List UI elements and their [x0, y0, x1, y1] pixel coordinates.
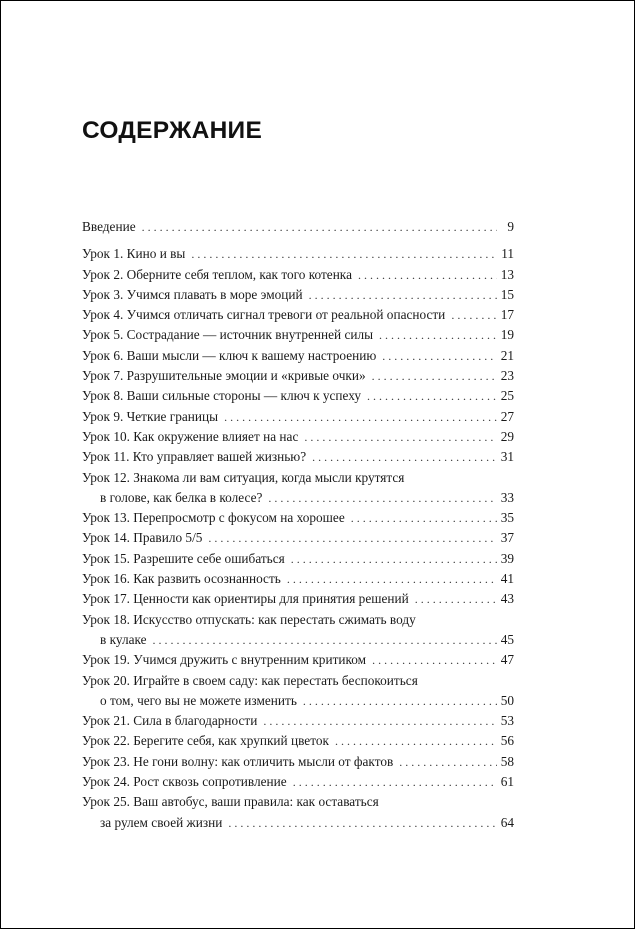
toc-entry — [82, 386, 514, 406]
toc-entry-line — [82, 711, 514, 731]
toc-entry-title: Урок 25. Ваш автобус, ваши правила: как оставаться — [82, 794, 379, 810]
toc-entry — [82, 407, 514, 427]
toc-entry — [82, 508, 514, 528]
toc-entry-title: в кулаке — [100, 631, 147, 647]
dot-leader — [142, 217, 497, 237]
toc-page-number: 25 — [500, 388, 514, 404]
toc-entry-line — [82, 671, 514, 691]
toc-entry — [82, 731, 514, 751]
dot-leader — [208, 528, 497, 548]
toc-entry-line — [82, 244, 514, 264]
toc-entry — [82, 265, 514, 285]
toc-entry — [82, 772, 514, 792]
toc-entry — [82, 427, 514, 447]
toc-entry-title: Урок 17. Ценности как ориентиры для принятия решений — [82, 591, 409, 607]
toc-entry — [82, 285, 514, 305]
toc-page-number: 19 — [500, 327, 514, 343]
toc-entry-line — [82, 792, 514, 812]
toc-entry-line — [82, 386, 514, 406]
toc-entry — [82, 447, 514, 467]
dot-leader — [382, 346, 497, 366]
toc-entry-line — [82, 610, 514, 630]
toc-page-number: 56 — [500, 733, 514, 749]
toc-page-number: 33 — [500, 489, 514, 505]
toc-page-number: 13 — [500, 266, 514, 282]
toc-entry-line — [82, 468, 514, 488]
toc-page-number: 45 — [500, 631, 514, 647]
toc-entry-title: в голове, как белка в колесе? — [100, 489, 263, 505]
toc-entry-title: Урок 24. Рост сквозь сопротивление — [82, 774, 287, 790]
toc-entry-line — [82, 285, 514, 305]
dot-leader — [451, 305, 497, 325]
dot-leader — [268, 488, 497, 508]
dot-leader — [304, 427, 497, 447]
toc-page-number: 47 — [500, 652, 514, 668]
toc-page-number: 9 — [507, 219, 514, 234]
toc-entry-title: о том, чего вы не можете изменить — [100, 692, 297, 708]
toc-entry-title: Урок 22. Берегите себя, как хрупкий цветок — [82, 733, 329, 749]
toc-entry-title: за рулем своей жизни — [100, 814, 223, 830]
toc-page-number: 39 — [500, 550, 514, 566]
toc-entry-line — [82, 305, 514, 325]
toc-entry — [82, 244, 514, 264]
toc-page-number: 35 — [500, 510, 514, 526]
toc-entry-line — [82, 508, 514, 528]
table-of-contents — [82, 217, 514, 833]
toc-entry-line — [82, 346, 514, 366]
dot-leader — [191, 244, 497, 264]
toc-entry-title: Урок 2. Оберните себя теплом, как того котенка — [82, 266, 352, 282]
dot-leader — [335, 731, 497, 751]
toc-entry — [82, 650, 514, 670]
toc-entry-line — [82, 427, 514, 447]
toc-page-number: 53 — [500, 713, 514, 729]
toc-entry — [82, 711, 514, 731]
dot-leader — [309, 285, 497, 305]
toc-page-number: 50 — [500, 692, 514, 708]
toc-entry-line — [82, 731, 514, 751]
toc-entry-title: Урок 6. Ваши мысли — ключ к вашему настроению — [82, 347, 377, 363]
toc-entry-line — [82, 407, 514, 427]
toc-entry-title: Урок 4. Учимся отличать сигнал тревоги от реальной опасности — [82, 307, 446, 323]
page-title: СОДЕРЖАНИЕ — [82, 117, 263, 144]
toc-entry — [82, 346, 514, 366]
toc-entry-line — [82, 366, 514, 386]
toc-page-number: 58 — [500, 753, 514, 769]
toc-page-number: 15 — [500, 286, 514, 302]
toc-page-number: 43 — [500, 591, 514, 607]
toc-entry-line — [82, 630, 514, 650]
toc-entry — [82, 610, 514, 651]
toc-entry-line — [82, 752, 514, 772]
toc-entry — [82, 589, 514, 609]
toc-entry-line — [82, 772, 514, 792]
toc-page-number: 27 — [500, 408, 514, 424]
dot-leader — [372, 366, 497, 386]
dot-leader — [358, 265, 497, 285]
dot-leader — [351, 508, 497, 528]
toc-entry — [82, 671, 514, 712]
toc-page-number: 29 — [500, 428, 514, 444]
toc-entry-line — [82, 447, 514, 467]
toc-entry-title: Урок 19. Учимся дружить с внутренним критиком — [82, 652, 367, 668]
dot-leader — [293, 772, 497, 792]
dot-leader — [415, 589, 497, 609]
toc-entry-title: Урок 14. Правило 5/5 — [82, 530, 203, 546]
dot-leader — [228, 813, 497, 833]
toc-entry — [82, 752, 514, 772]
dot-leader — [399, 752, 497, 772]
toc-entry — [82, 528, 514, 548]
toc-entry-line — [82, 528, 514, 548]
toc-entry — [82, 569, 514, 589]
toc-entry-line — [82, 265, 514, 285]
dot-leader — [291, 549, 497, 569]
toc-entry — [82, 325, 514, 345]
toc-page-number: 41 — [500, 571, 514, 587]
dot-leader — [153, 630, 497, 650]
toc-page-number: 11 — [501, 246, 514, 262]
toc-entry-title: Урок 23. Не гони волну: как отличить мысли от фактов — [82, 753, 394, 769]
toc-entry-line — [82, 569, 514, 589]
toc-entry — [82, 366, 514, 386]
toc-entry — [82, 305, 514, 325]
toc-entry-line — [82, 813, 514, 833]
toc-entry-line — [82, 589, 514, 609]
dot-leader — [367, 386, 497, 406]
toc-page-number: 21 — [500, 347, 514, 363]
toc-entry-line — [82, 549, 514, 569]
dot-leader — [372, 650, 497, 670]
toc-entry — [82, 792, 514, 833]
toc-entry-title: Урок 12. Знакома ли вам ситуация, когда мысли крутятся — [82, 469, 405, 485]
toc-entry-line — [82, 217, 514, 237]
toc-entry-title: Урок 10. Как окружение влияет на нас — [82, 428, 299, 444]
toc-page-number: 64 — [500, 814, 514, 830]
toc-entry-title: Урок 7. Разрушительные эмоции и «кривые очки» — [82, 368, 366, 384]
toc-entry — [82, 549, 514, 569]
toc-page-number: 37 — [500, 530, 514, 546]
toc-entry-line — [82, 325, 514, 345]
toc-entry-title: Урок 5. Сострадание — источник внутренней силы — [82, 327, 374, 343]
toc-entry-title: Введение — [82, 219, 136, 234]
toc-entry — [82, 468, 514, 509]
dot-leader — [312, 447, 497, 467]
toc-entry-line — [82, 691, 514, 711]
toc-entry-title: Урок 18. Искусство отпускать: как перестать сжимать воду — [82, 611, 416, 627]
dot-leader — [379, 325, 497, 345]
toc-page-number: 23 — [500, 368, 514, 384]
toc-entry-title: Урок 16. Как развить осознанность — [82, 571, 281, 587]
toc-entry-title: Урок 21. Сила в благодарности — [82, 713, 258, 729]
dot-leader — [224, 407, 497, 427]
toc-entry-line — [82, 650, 514, 670]
toc-entry-title: Урок 15. Разрешите себе ошибаться — [82, 550, 285, 566]
toc-entry-title: Урок 8. Ваши сильные стороны — ключ к успеху — [82, 388, 362, 404]
toc-page-number: 61 — [500, 774, 514, 790]
toc-entry-title: Урок 13. Перепросмотр с фокусом на хорошее — [82, 510, 345, 526]
toc-entry-title: Урок 11. Кто управляет вашей жизнью? — [82, 449, 307, 465]
toc-entry — [82, 217, 514, 237]
dot-leader — [263, 711, 497, 731]
toc-entry-title: Урок 1. Кино и вы — [82, 246, 186, 262]
toc-entry-title: Урок 9. Четкие границы — [82, 408, 219, 424]
toc-entry-title: Урок 20. Играйте в своем саду: как перестать беспокоиться — [82, 672, 418, 688]
dot-leader — [303, 691, 497, 711]
toc-entry-title: Урок 3. Учимся плавать в море эмоций — [82, 286, 303, 302]
toc-entry-line — [82, 488, 514, 508]
toc-page-number: 17 — [500, 307, 514, 323]
toc-page-number: 31 — [500, 449, 514, 465]
dot-leader — [287, 569, 497, 589]
